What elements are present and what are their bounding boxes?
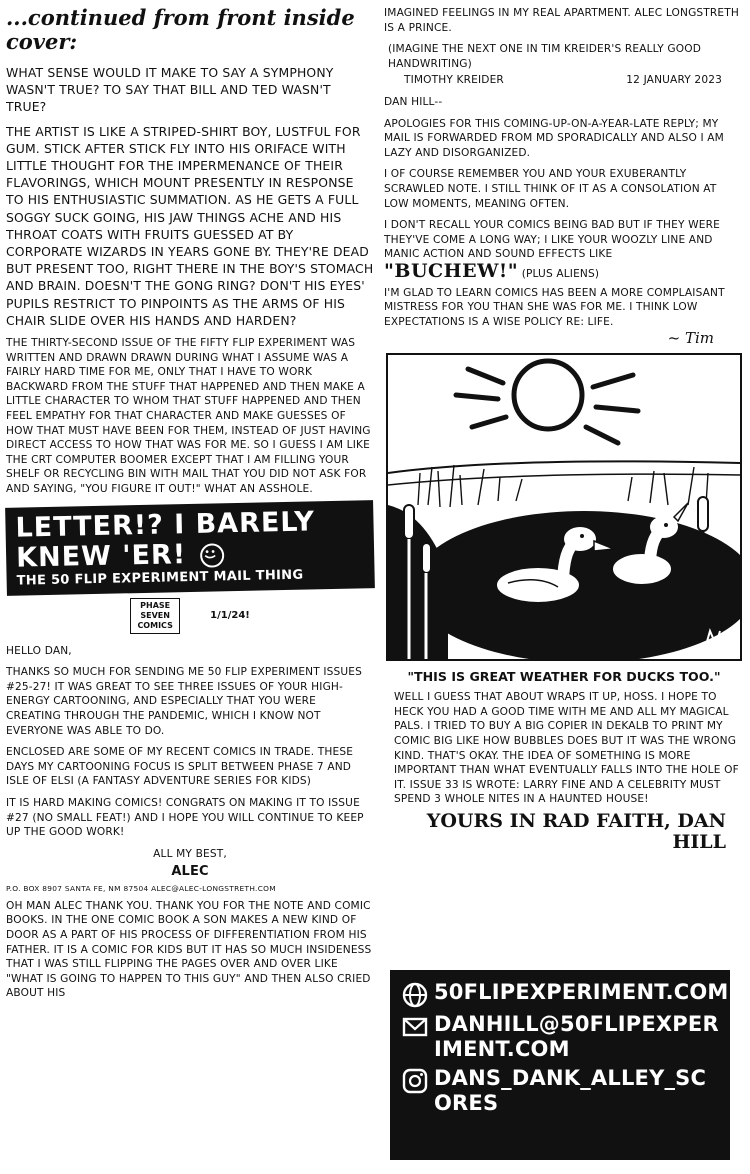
letter-credit bbox=[384, 73, 744, 88]
smiley-icon bbox=[200, 542, 224, 566]
sound-effect-note: (PLUS ALIENS) bbox=[521, 267, 600, 280]
website-link[interactable]: 50FLIPEXPERIMENT.COM bbox=[434, 980, 729, 1004]
contact-email-row bbox=[402, 1012, 722, 1062]
email-link[interactable]: DANHILL@50FLIPEXPERIMENT.COM bbox=[434, 1012, 719, 1061]
right-column bbox=[384, 6, 744, 857]
intro-paragraph-2: THE ARTIST IS LIKE A STRIPED-SHIRT BOY, LUSTFUL FOR GUM. STICK AFTER STICK FLY INTO HIS ORIFACE WITH LITTLE THOUGHT FOR THE IMPERMENANCE OF THEIR FLAVORINGS, WHICH MOUNT PRESENTLY IN RESPONSE TO HIS ENTHUSIASTIC SUMMATION. AS HE GETS A FULL SOGGY SUCK GOING, HIS JAW THINGS ACHE AND HIS THROAT COATS WITH FRUITS GUESSED AT BY CORPORATE WIZARDS IN YEARS GONE BY. THEY'RE DEAD BUT PRESENT TOO, RIGHT THERE IN THE BOY'S STOMACH AND BRAIN. DOESN'T THE GONG RING? DON'T HIS EYES' PUPILS RESTRICT TO PINPOINTS AS THE ARMS OF HIS CHAIR SLIDE OVER HIS HANDS AND HARDEN? bbox=[6, 123, 374, 328]
instagram-handle[interactable]: DANS_DANK_ALLEY_SCORES bbox=[434, 1066, 707, 1115]
letter-signature: ALEC bbox=[171, 864, 209, 880]
banner-subtitle: THE 50 FLIP EXPERIMENT MAIL THING bbox=[16, 567, 304, 589]
banner-title bbox=[15, 506, 364, 573]
letter-paragraph-1: THANKS SO MUCH FOR SENDING ME 50 FLIP EXPERIMENT ISSUES #25-27! IT WAS GREAT TO SEE THREE ISSUES OF YOUR HIGH-ENERGY CARTOONING, AND ESPECIALLY THAT YOU WERE CREATING THROUGH THE PANDEMIC, WHICH I KNOW NOT EVERYONE WAS ABLE TO DO. bbox=[6, 666, 363, 737]
duck-pond-illustration bbox=[386, 353, 742, 661]
reply-paragraph-1: OH MAN ALEC THANK YOU. THANK YOU FOR THE NOTE AND COMIC BOOKS. IN THE ONE COMIC BOOK A SON MAKES A NEW KIND OF DOOR AS A PART OF HIS PROCESS OF DIFFERENTIATION FROM HIS FATHER. IT IS A COMIC FOR KIDS BUT IT HAS SO MUCH INSIDENESS THAT I WAS STILL FLIPPING THE PAGES OVER AND OVER LIKE "WHAT IS GOING TO HAPPEN TO THIS GUY" AND THEN ALSO CRIED ABOUT HIS bbox=[6, 899, 372, 1000]
illustration-caption: "THIS IS GREAT WEATHER FOR DUCKS TOO." bbox=[407, 669, 721, 685]
left-column bbox=[6, 6, 374, 1008]
sound-effect-line bbox=[384, 259, 744, 282]
outro-paragraph: WELL I GUESS THAT ABOUT WRAPS IT UP, HOSS. I HOPE TO HECK YOU HAD A GOOD TIME WITH ME AND ALL MY MAGICAL PALS. I TRIED TO BUY A BIG COPIER IN DEKALB TO PRINT MY COMIC BIG LIKE HOW BUBBLES DOES BUT IT WAS THE WRONG KIND. THAT'S OKAY. THE IDEA OF SOMETHING IS MORE IMPORTANT THAN WHAT EVENTUALLY FALLS INTO THE HOLE OF IT. ISSUE 33 IS WROTE: LARRY FINE AND A CELEBRITY MUST SPEND 3 WHOLE NITES IN A HAUNTED HOUSE! bbox=[394, 691, 739, 806]
sender-name: TIMOTHY KREIDER bbox=[404, 74, 504, 87]
tim-signature: ~ Tim bbox=[667, 329, 714, 348]
letter-header bbox=[6, 598, 374, 634]
letter-banner bbox=[5, 500, 375, 596]
letter-greeting: HELLO DAN, bbox=[6, 644, 72, 657]
tim-paragraph-3: I DON'T RECALL YOUR COMICS BEING BAD BUT IF THEY WERE THEY'VE COME A LONG WAY; I LIKE YOUR WOOZLY LINE AND MANIC ACTION AND SOUND EFFECTS LIKE bbox=[384, 219, 720, 261]
tim-paragraph-1: APOLOGIES FOR THIS COMING-UP-ON-A-YEAR-LATE REPLY; MY MAIL IS FORWARDED FROM MD SPORADICALLY AND ALSO I AM LAZY AND DISORGANIZED. bbox=[384, 117, 724, 159]
mail-icon bbox=[402, 1014, 428, 1040]
letter-salutation: DAN HILL-- bbox=[384, 95, 443, 108]
sender-date: 12 JANUARY 2023 bbox=[626, 74, 722, 87]
contact-website-row bbox=[402, 980, 729, 1008]
contact-instagram-row bbox=[402, 1066, 722, 1116]
intro-paragraph-1: WHAT SENSE WOULD IT MAKE TO SAY A SYMPHONY WASN'T TRUE? TO SAY THAT BILL AND TED WASN'T TRUE? bbox=[6, 65, 334, 115]
letter-signoff: ALL MY BEST, bbox=[153, 847, 227, 860]
handwriting-note: (IMAGINE THE NEXT ONE IN TIM KREIDER'S REALLY GOOD HANDWRITING) bbox=[388, 43, 702, 70]
letter-date: 1/1/24! bbox=[210, 610, 250, 622]
sender-address: P.O. BOX 8907 SANTA FE, NM 87504 ALEC@ALEC-LONGSTRETH.COM bbox=[6, 883, 276, 893]
tim-paragraph-4: I'M GLAD TO LEARN COMICS HAS BEEN A MORE COMPLAISANT MISTRESS FOR YOU THAN SHE WAS FOR ME. I THINK LOW EXPECTATIONS IS A WISE POLICY RE: LIFE. bbox=[384, 286, 725, 328]
continued-heading: ...continued from front inside cover: bbox=[6, 5, 355, 54]
sound-effect: "BUCHEW!" bbox=[384, 259, 519, 282]
letter-paragraph-2: ENCLOSED ARE SOME OF MY RECENT COMICS IN TRADE. THESE DAYS MY CARTOONING FOCUS IS SPLIT BETWEEN PHASE 7 AND ISLE OF ELSI (A FANTASY ADVENTURE SERIES FOR KIDS) bbox=[6, 746, 354, 788]
banner-title-text: LETTER!? I BARELY KNEW 'ER! bbox=[15, 505, 316, 574]
tim-paragraph-2: I OF COURSE REMEMBER YOU AND YOUR EXUBERANTLY SCRAWLED NOTE. I STILL THINK OF IT AS A CONSOLATION AT LOW MOMENTS, MEANING OFTEN. bbox=[384, 168, 717, 210]
instagram-icon bbox=[402, 1068, 428, 1094]
globe-icon bbox=[402, 982, 428, 1008]
contact-box bbox=[390, 970, 730, 1160]
phase-seven-logo: PHASE SEVEN COMICS bbox=[130, 598, 180, 634]
intro-paragraph-3: THE THIRTY-SECOND ISSUE OF THE FIFTY FLIP EXPERIMENT WAS WRITTEN AND DRAWN DRAWN DURING WHAT I ASSUME WAS A FAIRLY HARD TIME FOR ME, ONLY THAT I HAVE TO WORK BACKWARD FROM THE STUFF THAT HAPPENED AND THEN MAKE A LITTLE CHARACTER TO WHOM THAT STUFF HAPPENED AND THEN FEEL EMPATHY FOR THAT CHARACTER AND MAKE GUESSES OF HOW THAT MUST HAVE BEEN FOR THEM, INSTEAD OF JUST HAVING DIRECT ACCESS TO HOW THAT WAS FOR ME. SO I GUESS I AM LIKE THE CRT COMPUTER BOOMER EXCEPT THAT I AM FILLING YOUR SHELF OR RECYCLING BIN WITH MAIL THAT YOU DID NOT ASK FOR AND SAYING, "YOU FIGURE IT OUT!" WHAT AN ASSHOLE. bbox=[6, 337, 371, 495]
closing-signoff: YOURS IN RAD FAITH, DAN HILL bbox=[426, 810, 726, 854]
letter-paragraph-3: IT IS HARD MAKING COMICS! CONGRATS ON MAKING IT TO ISSUE #27 (NO SMALL FEAT!) AND I HOPE YOU WILL CONTINUE TO KEEP UP THE GOOD WORK! bbox=[6, 796, 364, 839]
reply-continuation: IMAGINED FEELINGS IN MY REAL APARTMENT. ALEC LONGSTRETH IS A PRINCE. bbox=[384, 7, 740, 34]
